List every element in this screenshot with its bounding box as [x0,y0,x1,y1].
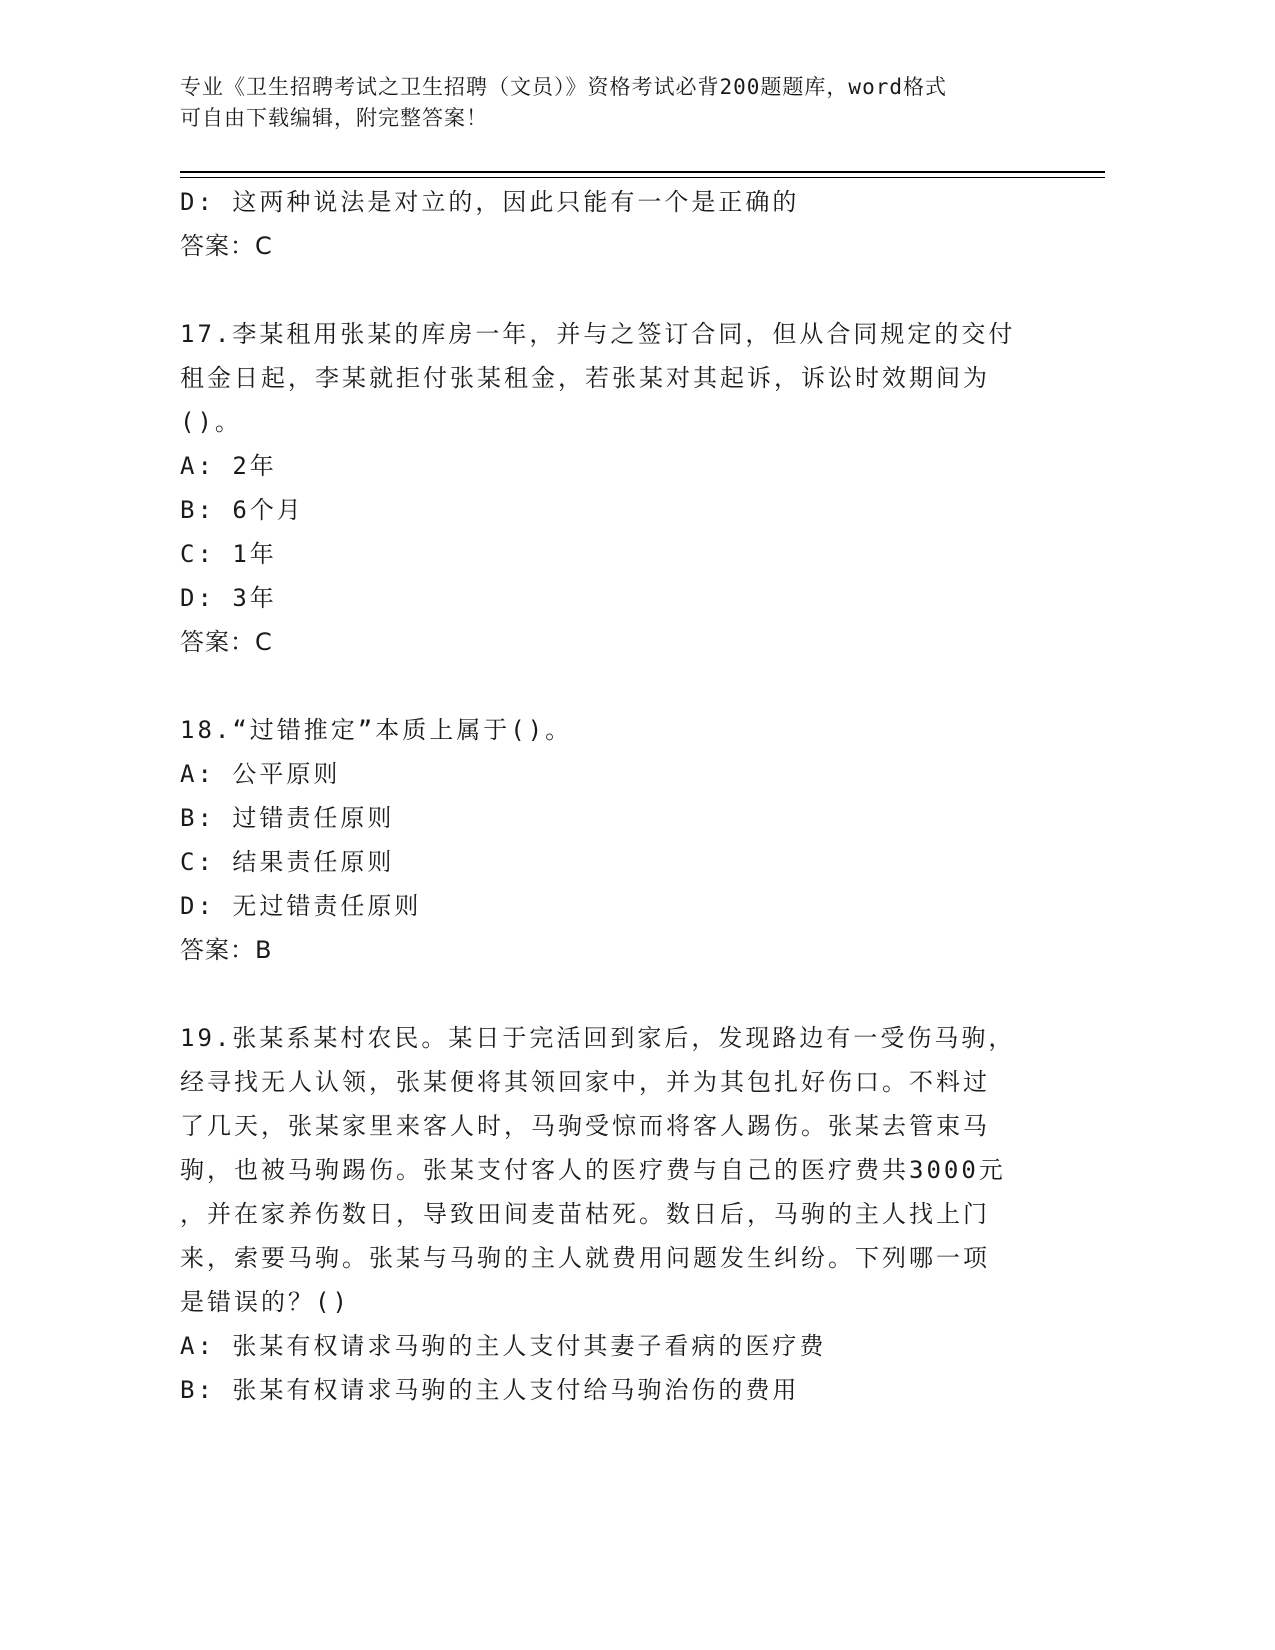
q18-option-c: C: 结果责任原则 [180,848,395,876]
document-body [180,180,1030,1412]
q17-stem-line-1: 17.李某租用张某的库房一年，并与之签订合同，但从合同规定的交付 [180,320,1016,348]
q19-option-a: A: 张某有权请求马驹的主人支付其妻子看病的医疗费 [180,1332,827,1360]
q17-option-c: C: 1年 [180,540,277,568]
question-18 [180,708,1030,972]
q18-answer: 答案：B [180,936,273,964]
q18-option-d: D: 无过错责任原则 [180,892,422,920]
q17-option-a: A: 2年 [180,452,277,480]
q18-stem-line-1: 18.“过错推定”本质上属于()。 [180,716,573,744]
q18-option-b: B: 过错责任原则 [180,804,395,832]
q19-stem-line-1: 19.张某系某村农民。某日于完活回到家后，发现路边有一受伤马驹， [180,1024,1016,1052]
q17-stem-line-3: ()。 [180,408,242,436]
q19-stem-line-3: 了几天，张某家里来客人时，马驹受惊而将客人踢伤。张某去管束马 [180,1112,990,1140]
q17-option-b: B: 6个月 [180,496,304,524]
q16-answer: 答案：C [180,232,273,260]
spacer [180,972,1030,1016]
question-19 [180,1016,1030,1412]
spacer [180,664,1030,708]
header-line-1: 专业《卫生招聘考试之卫生招聘（文员）》资格考试必背200题题库，word格式 [180,75,947,99]
q19-stem-line-6: 来，索要马驹。张某与马驹的主人就费用问题发生纠纷。下列哪一项 [180,1244,990,1272]
header-divider-thin [180,177,1105,178]
q18-option-a: A: 公平原则 [180,760,341,788]
q16-option-d: D: 这两种说法是对立的，因此只能有一个是正确的 [180,188,800,216]
spacer [180,268,1030,312]
q17-option-d: D: 3年 [180,584,277,612]
q17-stem-line-2: 租金日起，李某就拒付张某租金，若张某对其起诉，诉讼时效期间为 [180,364,990,392]
header-line-2: 可自由下载编辑，附完整答案！ [180,106,488,130]
q19-option-b: B: 张某有权请求马驹的主人支付给马驹治伤的费用 [180,1376,800,1404]
q19-stem-line-5: ，并在家养伤数日，导致田间麦苗枯死。数日后，马驹的主人找上门 [180,1200,990,1228]
document-header [180,72,1040,134]
q19-stem-line-2: 经寻找无人认领，张某便将其领回家中，并为其包扎好伤口。不料过 [180,1068,990,1096]
q19-stem-line-4: 驹，也被马驹踢伤。张某支付客人的医疗费与自己的医疗费共3000元 [180,1156,1006,1184]
q17-answer: 答案：C [180,628,273,656]
header-divider-thick [180,171,1105,173]
question-17 [180,312,1030,664]
question-16-tail [180,180,1030,268]
q19-stem-line-7: 是错误的？() [180,1288,350,1316]
